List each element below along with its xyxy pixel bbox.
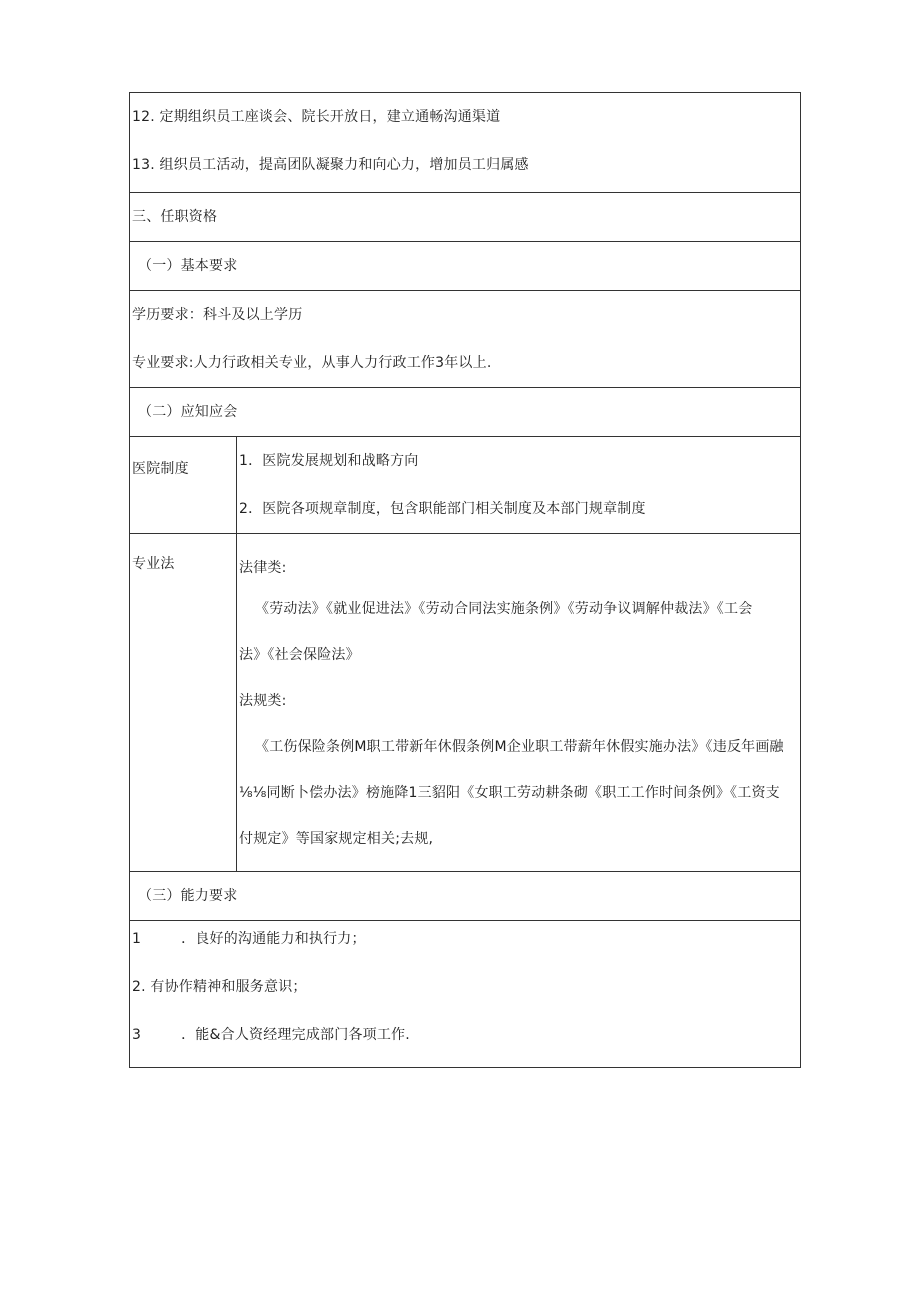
duty-item-12: 12. 定期组织员工座谈会、院长开放日，建立通畅沟通渠道 (132, 109, 501, 125)
duty-item-13: 13. 组织员工活动，提高团队凝聚力和向心力，增加员工归属感 (132, 157, 529, 173)
professional-law-label: 专业法 (132, 556, 175, 572)
ability-item-3 (130, 1025, 800, 1045)
ability-item-1 (130, 929, 800, 949)
ability-item-2: 2. 有协作精神和服务意识； (132, 979, 307, 995)
professional-law-content-cell (237, 534, 800, 871)
qualification-table (129, 92, 801, 1068)
regulation-category-title: 法规类: (239, 693, 287, 709)
major-requirement: 专业要求:人力行政相关专业，从事人力行政工作3年以上. (132, 355, 492, 371)
hospital-item-1: 1．医院发展规划和战略方向 (239, 453, 419, 469)
education-major-row (130, 291, 800, 388)
law-category-title: 法律类: (239, 560, 287, 576)
basic-requirements-row (130, 242, 800, 291)
hospital-item-2: 2．医院各项规章制度，包含职能部门相关制度及本部门规章制度 (239, 501, 646, 517)
ability-item-1-text: ．良好的沟通能力和执行力； (181, 931, 366, 947)
hospital-system-label: 医院制度 (132, 461, 189, 477)
regulation-list-line-3: 付规定》等国家规定相关;去规, (239, 831, 434, 847)
ability-item-1-number: 1 (132, 931, 142, 947)
knowledge-row (130, 388, 800, 437)
basic-requirements-heading: （一）基本要求 (138, 258, 238, 274)
hospital-system-content-cell (237, 437, 800, 533)
regulation-list-line-1: 《工伤保险条例M职工带新年休假条例M企业职工带薪年休假实施办法》《违反年画融 (255, 739, 784, 755)
ability-item-3-number: 3 (132, 1027, 142, 1043)
education-requirement: 学历要求：科斗及以上学历 (132, 307, 303, 323)
duties-continued-row (130, 93, 800, 193)
regulation-list-line-2: ⅛⅛同断卜偿办法》榜施降1三貂阳《女职工劳动耕条砌《职工工作时间条例》《工资支 (239, 785, 780, 801)
hospital-system-row (130, 437, 800, 534)
ability-item-3-text: ．能&合人资经理完成部门各项工作. (181, 1027, 410, 1043)
law-list-line-2: 法》《社会保险法》 (239, 647, 360, 663)
section-3-title: 三、任职资格 (132, 209, 218, 225)
professional-law-label-cell (130, 534, 237, 871)
professional-law-row (130, 534, 800, 872)
ability-row (130, 872, 800, 921)
ability-heading: （三）能力要求 (138, 888, 238, 904)
ability-items-row (130, 921, 800, 1067)
knowledge-heading: （二）应知应会 (138, 404, 238, 420)
section-3-row (130, 193, 800, 242)
law-list-line-1: 《劳动法》《就业促进法》《劳动合同法实施条例》《劳动争议调解仲裁法》《工会 (255, 601, 753, 617)
hospital-system-label-cell (130, 437, 237, 533)
